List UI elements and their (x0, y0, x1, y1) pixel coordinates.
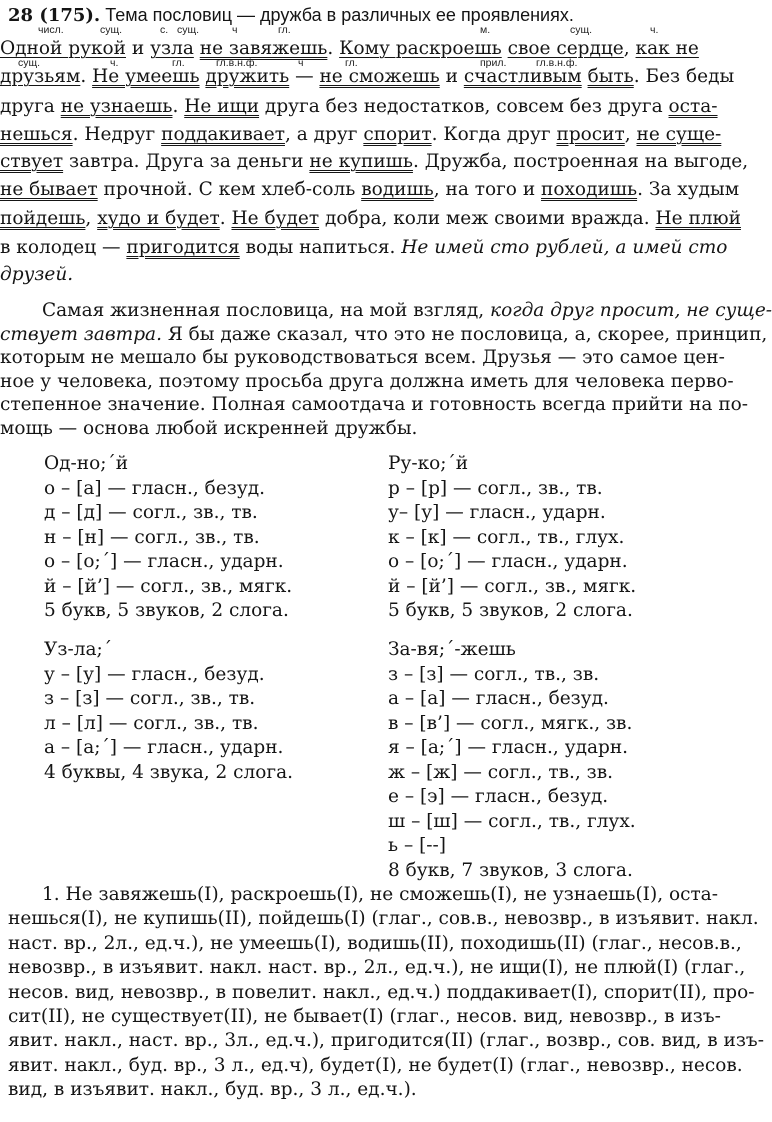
predicate: Не плюй (655, 208, 741, 229)
analysis-line: н – [н] — согл., зв., тв. (44, 526, 260, 548)
text: добра, коли меж своими вражда. (319, 208, 656, 229)
predicate: поддакивает (161, 124, 285, 145)
annotation: ч (232, 24, 238, 36)
predicate: оста- (668, 96, 718, 117)
analysis-line: л – [л] — согл., зв., тв. (44, 712, 259, 734)
analysis-line: й – [й’] — согл., зв., мягк. (388, 575, 637, 597)
exercise-title: Тема пословиц — дружба в различных ее проявлениях. (105, 5, 574, 25)
underlined-word: Кому раскроешь (339, 38, 502, 59)
predicate: спорит (363, 124, 432, 145)
underlined-word: узла (150, 38, 194, 59)
analysis-line: Од-но;´й (44, 453, 129, 474)
underlined-word: Одной рукой (0, 38, 126, 59)
predicate: не бывает (0, 179, 98, 200)
predicate: Не будет (231, 208, 320, 229)
predicate: Не ищи (184, 96, 260, 117)
text: — (289, 66, 320, 87)
phonetic-analysis-rukoy (388, 452, 636, 624)
annotation: с. (160, 24, 169, 36)
verb-analysis-paragraph (8, 883, 764, 1103)
phonetic-analysis-zavyazhesh (388, 638, 636, 883)
predicate: ствует (0, 151, 64, 172)
analysis-line: з – [з] — согл., зв., тв. (44, 688, 256, 709)
analysis-line: у– [у] — гласн., ударн. (388, 502, 606, 523)
verb-analysis-line: явит. накл., наст. вр., 3л., ед.ч.), пригодится(II) (глаг., возвр., сов. вид, в изъ- (8, 1030, 764, 1052)
text: Самая жизненная пословица, на мой взгляд, (42, 300, 491, 321)
essay-line: степенное значение. Полная самоотдача и готовность всегда прийти на по- (0, 394, 749, 415)
text: и (439, 66, 464, 87)
analysis-line: ж – [ж] — согл., тв., зв. (388, 761, 614, 783)
analysis-line: з – [з] — согл., тв., зв. (388, 663, 600, 685)
analysis-line: д – [д] — согл., зв., тв. (44, 502, 258, 523)
annotation: сущ. (570, 24, 593, 36)
essay-line (0, 299, 772, 323)
verb-analysis-line: вид, в изъявит. накл., буд. вр., 3 л., ед.ч.). (8, 1079, 417, 1101)
annotation: гл. (172, 57, 185, 69)
analysis-line: я – [а;´] — гласн., ударн. (388, 737, 629, 758)
analysis-line: 5 букв, 5 звуков, 2 слога. (44, 600, 289, 621)
analysis-line: к – [к] — согл., тв., глух. (388, 526, 625, 548)
annotation: сущ. (177, 24, 200, 36)
annotation: гл.в.н.ф. (536, 57, 578, 69)
annotation: гл. (278, 24, 291, 36)
exercise-heading (8, 5, 574, 26)
verb-analysis-line: невозвр., в изъявит. накл. наст. вр., 2л., ед.ч.), не ищи(I), не плюй(I) (глаг., (8, 957, 746, 979)
analysis-line: Уз-ла;´ (44, 639, 112, 660)
italic-proverb: Не имей сто рублей, а имей сто (401, 237, 728, 258)
analysis-line: р – [р] — согл., зв., тв. (388, 477, 603, 499)
analysis-line: 8 букв, 7 звуков, 3 слога. (388, 859, 633, 881)
annotation: сущ. (18, 57, 41, 69)
annotation: гл.в.н.ф. (216, 57, 258, 69)
underlined-word: свое сердце (507, 38, 624, 59)
annotation: м. (480, 24, 491, 36)
predicate: нешься (0, 124, 73, 145)
predicate: счастливым (463, 66, 582, 87)
predicate: Не умеешь (92, 66, 200, 87)
annotation: гл. (345, 57, 358, 69)
underlined-word: друзьям (0, 66, 81, 87)
proverbs-line (0, 179, 740, 201)
text: . Без беды (633, 66, 735, 87)
essay-line (0, 323, 768, 347)
italic-quote: когда друг просит, не суще- (490, 300, 772, 321)
verb-analysis-line: наст. вр., 2л., ед.ч.), не умеешь(I), водишь(II), походишь(II) (глаг., несов.в., (8, 932, 742, 954)
italic-quote: ствует завтра. (0, 323, 162, 345)
essay-line: которым не мешало бы руководствоваться всем. Друзья — это самое цен- (0, 347, 725, 368)
proverbs-line (0, 151, 749, 173)
analysis-line: в – [в’] — согл., мягк., зв. (388, 712, 633, 734)
text: , на того и (433, 179, 542, 200)
annotation: ч (298, 57, 304, 69)
text: . Дружба, построенная на выгоде, (412, 151, 749, 172)
predicate: не суще- (636, 124, 722, 145)
predicate: быть (587, 66, 634, 87)
analysis-line: о – [о;´] — гласн., ударн. (388, 551, 628, 572)
text: . За худым (637, 179, 740, 200)
text: друга (0, 96, 61, 117)
text: завтра. Друга за деньги (63, 151, 310, 172)
text: и (126, 38, 151, 59)
annotation: ч. (110, 57, 119, 69)
analysis-line: е – [э] — гласн., безуд. (388, 786, 609, 807)
predicate: дружить (205, 66, 290, 87)
text: . Когда друг (431, 124, 557, 145)
text: . (327, 38, 340, 59)
italic-proverb: друзей. (0, 264, 74, 285)
essay-line: ное у человека, поэтому просьба друга должна иметь для человека перво- (0, 370, 734, 392)
verb-analysis-line: сит(II), не существует(II), не бывает(I) (глаг., несов. вид, невозвр., в изъ- (8, 1006, 721, 1028)
analysis-line: 4 буквы, 4 звука, 2 слога. (44, 761, 294, 783)
essay-line: мощь — основа любой искренней дружбы. (0, 417, 418, 439)
proverbs-line (0, 264, 686, 286)
text: . (172, 96, 185, 117)
exercise-number: 28 (175). (8, 5, 101, 26)
proverbs-line (0, 38, 699, 60)
text: друга без недостатков, совсем без друга (259, 96, 669, 117)
text: Я бы даже сказал, что это не пословица, а, скорее, принцип, (161, 323, 768, 345)
text: , (624, 124, 637, 145)
text: , а друг (284, 124, 364, 145)
analysis-line: о – [о;´] — гласн., ударн. (44, 551, 284, 572)
phonetic-analysis-odnoy (44, 452, 292, 624)
underlined-word: как не (635, 38, 699, 59)
analysis-line: За-вя;´-жешь (388, 639, 516, 660)
predicate: пойдешь (0, 208, 86, 229)
verb-analysis-line: нешься(I), не купишь(II), пойдешь(I) (глаг., сов.в., невозвр., в изъявит. накл. (8, 908, 759, 930)
analysis-line: 5 букв, 5 звуков, 2 слога. (388, 600, 633, 621)
predicate: просит (556, 124, 625, 145)
analysis-line: а – [а;´] — гласн., ударн. (44, 737, 284, 758)
analysis-line: ш – [ш] — согл., тв., глух. (388, 810, 636, 832)
proverbs-line (0, 66, 735, 88)
predicate: худо и будет (97, 208, 220, 229)
predicate: водишь (361, 179, 434, 200)
analysis-line: Ру-ко;´й (388, 453, 469, 474)
analysis-line: о – [а] — гласн., безуд. (44, 477, 266, 499)
annotation: сущ. (100, 24, 123, 36)
proverbs-line (0, 237, 728, 259)
text: . (80, 66, 93, 87)
analysis-line: ь – [--] (388, 835, 447, 856)
predicate: не купишь (309, 151, 413, 172)
text: , (85, 208, 98, 229)
text: . (219, 208, 232, 229)
predicate: походишь (541, 179, 638, 200)
predicate: не завяжешь (199, 38, 328, 59)
text: . Недруг (72, 124, 162, 145)
proverbs-line (0, 96, 718, 118)
essay-paragraph (0, 299, 772, 440)
predicate: не узнаешь (60, 96, 173, 117)
text: прочной. С кем хлеб-соль (97, 179, 362, 200)
text: воды напиться. (239, 237, 402, 258)
annotation: числ. (38, 24, 64, 36)
text: в колодец — (0, 237, 127, 258)
verb-analysis-line: 1. Не завяжешь(I), раскроешь(I), не сможешь(I), не узнаешь(I), оста- (42, 884, 718, 905)
phonetic-analysis-uzla (44, 638, 293, 785)
proverbs-line (0, 208, 741, 230)
predicate: не сможешь (319, 66, 440, 87)
annotation: ч. (650, 24, 659, 36)
analysis-line: у – [у] — гласн., безуд. (44, 663, 265, 685)
analysis-line: й – [й’] — согл., зв., мягк. (44, 575, 293, 597)
analysis-line: а – [а] — гласн., безуд. (388, 688, 609, 709)
text: , (623, 38, 636, 59)
verb-analysis-line: несов. вид, невозвр., в повелит. накл., ед.ч.) поддакивает(I), спорит(II), про- (8, 981, 755, 1003)
annotation: прил. (480, 57, 507, 69)
proverbs-line (0, 124, 722, 146)
predicate: пригодится (126, 237, 240, 258)
verb-analysis-line: явит. накл., буд. вр., 3 л., ед.ч), будет(I), не будет(I) (глаг., невозвр., несов. (8, 1054, 743, 1076)
